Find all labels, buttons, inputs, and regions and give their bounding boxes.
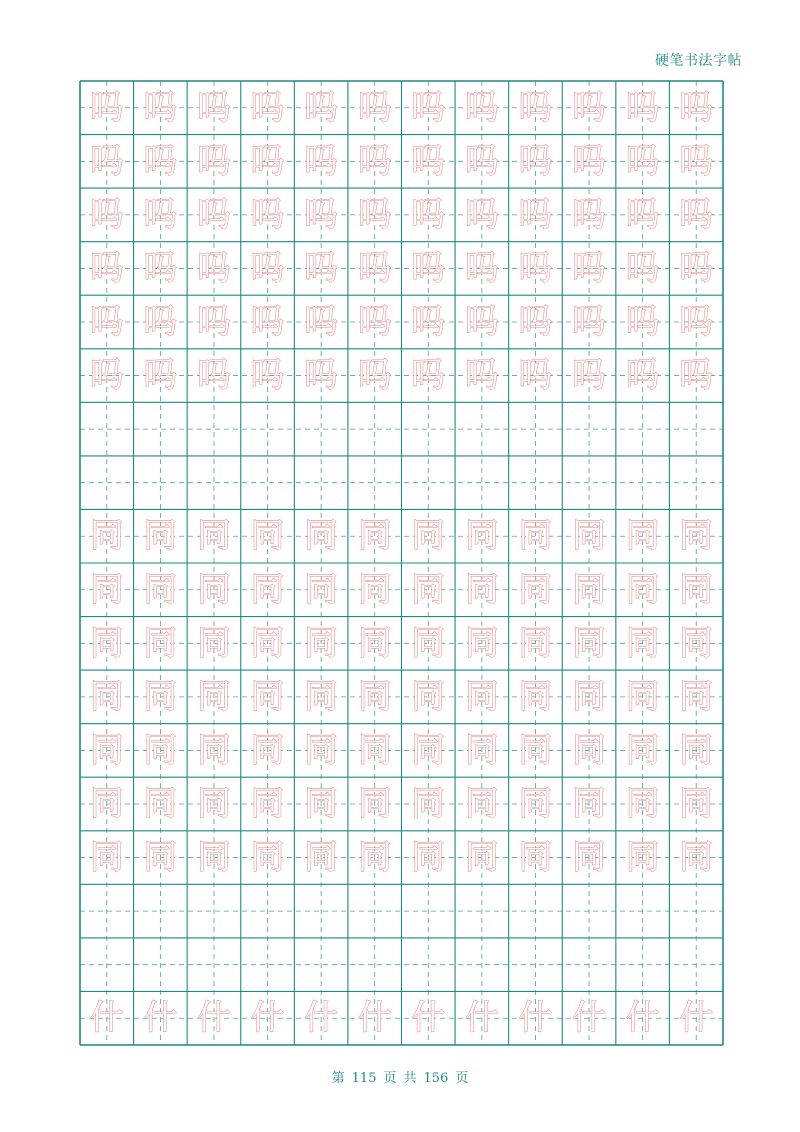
trace-char: 同 [250, 516, 285, 557]
trace-char: 吗 [572, 141, 607, 182]
trace-char: 同 [464, 837, 499, 878]
trace-char: 同 [89, 784, 124, 824]
trace-char: 同 [357, 623, 392, 664]
trace-char: 同 [625, 784, 660, 824]
trace-char: 吗 [572, 248, 607, 289]
trace-char: 吗 [304, 355, 339, 396]
trace-char: 同 [679, 784, 714, 824]
trace-char: 吗 [625, 248, 660, 289]
trace-char: 吗 [196, 194, 231, 235]
trace-char: 吗 [250, 355, 285, 396]
trace-char: 吗 [411, 355, 446, 396]
trace-char: 同 [572, 837, 607, 878]
trace-char: 同 [196, 837, 231, 878]
trace-char: 吗 [464, 87, 499, 128]
trace-char: 吗 [572, 87, 607, 128]
trace-char: 吗 [89, 302, 124, 342]
trace-char: 吗 [304, 302, 339, 342]
trace-char: 吗 [196, 302, 231, 342]
trace-char: 吗 [304, 248, 339, 289]
trace-char: 吗 [357, 248, 392, 289]
trace-char: 同 [518, 569, 553, 610]
footer-total-word: 页 [455, 1071, 469, 1086]
trace-char: 同 [143, 569, 178, 610]
trace-char: 同 [411, 837, 446, 878]
trace-char: 同 [250, 623, 285, 664]
trace-char: 同 [464, 569, 499, 610]
trace-char: 同 [196, 569, 231, 610]
trace-char: 吗 [196, 141, 231, 182]
grid-svg [80, 81, 723, 1045]
trace-char: 同 [572, 569, 607, 610]
trace-char: 吗 [464, 194, 499, 235]
trace-char: 同 [143, 676, 178, 717]
trace-char: 同 [518, 784, 553, 824]
header-title: 硬笔书法字帖 [655, 53, 742, 69]
trace-char: 同 [411, 676, 446, 717]
trace-char: 同 [89, 837, 124, 878]
trace-char: 同 [89, 676, 124, 717]
trace-char: 吗 [143, 141, 178, 182]
trace-char: 吗 [143, 248, 178, 289]
trace-char: 同 [143, 516, 178, 557]
trace-char: 吗 [89, 87, 124, 128]
trace-char: 吗 [625, 355, 660, 396]
footer-total-pages: 156 [423, 1071, 449, 1086]
trace-char: 同 [518, 516, 553, 557]
trace-char: 同 [304, 623, 339, 664]
trace-char: 同 [250, 676, 285, 717]
trace-char: 同 [250, 784, 285, 824]
trace-char: 同 [304, 516, 339, 557]
trace-char: 同 [625, 516, 660, 557]
trace-char: 吗 [89, 194, 124, 235]
trace-char: 同 [304, 784, 339, 824]
page-footer [0, 1067, 800, 1086]
trace-char: 吗 [143, 355, 178, 396]
trace-char: 什 [357, 998, 392, 1039]
trace-char: 吗 [625, 302, 660, 342]
trace-char: 吗 [572, 194, 607, 235]
trace-char: 吗 [679, 355, 714, 396]
trace-char: 同 [679, 837, 714, 878]
trace-char: 同 [625, 569, 660, 610]
trace-char: 同 [625, 676, 660, 717]
trace-char: 同 [572, 516, 607, 557]
trace-char: 同 [411, 569, 446, 610]
footer-page-number: 115 [351, 1071, 377, 1086]
trace-char: 同 [196, 516, 231, 557]
trace-char: 同 [89, 730, 124, 771]
trace-char: 吗 [357, 355, 392, 396]
trace-char: 同 [304, 837, 339, 878]
trace-char: 同 [304, 676, 339, 717]
trace-char: 吗 [518, 355, 553, 396]
trace-char: 同 [518, 676, 553, 717]
trace-char: 吗 [679, 302, 714, 342]
trace-char: 吗 [357, 141, 392, 182]
trace-char: 吗 [464, 355, 499, 396]
trace-char: 什 [411, 998, 446, 1039]
trace-char: 同 [518, 730, 553, 771]
trace-char: 吗 [625, 194, 660, 235]
footer-page-prefix: 第 [331, 1071, 345, 1086]
trace-char: 同 [250, 837, 285, 878]
trace-char: 同 [679, 676, 714, 717]
trace-char: 吗 [464, 302, 499, 342]
trace-char: 吗 [250, 87, 285, 128]
trace-char: 同 [357, 569, 392, 610]
trace-char: 吗 [89, 355, 124, 396]
trace-char: 吗 [250, 194, 285, 235]
trace-char: 同 [625, 623, 660, 664]
trace-char: 吗 [518, 302, 553, 342]
trace-char: 吗 [679, 87, 714, 128]
trace-char: 吗 [518, 87, 553, 128]
trace-char: 什 [625, 998, 660, 1039]
trace-char: 同 [89, 623, 124, 664]
trace-char: 吗 [143, 302, 178, 342]
tianzige-grid [80, 81, 723, 1045]
footer-total-prefix: 共 [403, 1071, 417, 1086]
trace-char: 同 [304, 569, 339, 610]
trace-char: 吗 [196, 248, 231, 289]
trace-char: 吗 [411, 302, 446, 342]
trace-char: 同 [679, 569, 714, 610]
trace-char: 同 [572, 623, 607, 664]
trace-char: 同 [464, 623, 499, 664]
trace-char: 吗 [411, 248, 446, 289]
trace-char: 同 [143, 837, 178, 878]
trace-char: 吗 [357, 302, 392, 342]
trace-char: 同 [411, 730, 446, 771]
trace-char: 同 [196, 623, 231, 664]
trace-char: 同 [679, 516, 714, 557]
trace-char: 同 [464, 676, 499, 717]
trace-char: 同 [411, 516, 446, 557]
trace-char: 同 [357, 784, 392, 824]
trace-char: 吗 [518, 141, 553, 182]
trace-char: 同 [572, 784, 607, 824]
trace-char: 同 [357, 516, 392, 557]
trace-char: 同 [572, 730, 607, 771]
trace-char: 同 [357, 676, 392, 717]
trace-char: 吗 [143, 87, 178, 128]
trace-char: 同 [572, 676, 607, 717]
trace-char: 同 [89, 569, 124, 610]
trace-char: 吗 [679, 194, 714, 235]
trace-char: 吗 [572, 355, 607, 396]
trace-char: 什 [679, 998, 714, 1039]
trace-char: 同 [679, 623, 714, 664]
trace-char: 吗 [143, 194, 178, 235]
trace-char: 吗 [518, 194, 553, 235]
trace-char: 吗 [464, 248, 499, 289]
trace-char: 同 [143, 730, 178, 771]
trace-char: 同 [679, 730, 714, 771]
trace-char: 同 [464, 730, 499, 771]
trace-char: 吗 [625, 141, 660, 182]
trace-char: 同 [143, 784, 178, 824]
trace-char: 吗 [411, 194, 446, 235]
trace-char: 同 [143, 623, 178, 664]
trace-char: 同 [250, 730, 285, 771]
trace-char: 吗 [572, 302, 607, 342]
trace-char: 同 [357, 730, 392, 771]
trace-char: 吗 [304, 87, 339, 128]
trace-char: 什 [304, 998, 339, 1039]
trace-char: 同 [196, 730, 231, 771]
trace-char: 吗 [411, 141, 446, 182]
trace-char: 吗 [679, 141, 714, 182]
trace-char: 什 [89, 998, 124, 1039]
trace-char: 同 [464, 516, 499, 557]
trace-char: 同 [518, 623, 553, 664]
trace-char: 同 [411, 784, 446, 824]
trace-char: 同 [304, 730, 339, 771]
trace-char: 同 [196, 676, 231, 717]
trace-char: 吗 [679, 248, 714, 289]
trace-char: 吗 [196, 355, 231, 396]
trace-char: 吗 [518, 248, 553, 289]
footer-page-word: 页 [383, 1071, 397, 1086]
trace-char: 同 [411, 623, 446, 664]
trace-char: 吗 [464, 141, 499, 182]
trace-char: 什 [143, 998, 178, 1039]
trace-char: 什 [250, 998, 285, 1039]
trace-char: 同 [625, 837, 660, 878]
trace-char: 什 [572, 998, 607, 1039]
trace-char: 吗 [196, 87, 231, 128]
trace-char: 吗 [250, 302, 285, 342]
trace-char: 同 [250, 569, 285, 610]
trace-char: 吗 [304, 194, 339, 235]
trace-char: 吗 [625, 87, 660, 128]
trace-char: 吗 [250, 141, 285, 182]
trace-char: 吗 [250, 248, 285, 289]
trace-char: 吗 [304, 141, 339, 182]
trace-char: 吗 [357, 87, 392, 128]
trace-char: 同 [625, 730, 660, 771]
trace-char: 同 [357, 837, 392, 878]
trace-char: 吗 [89, 248, 124, 289]
trace-char: 吗 [411, 87, 446, 128]
trace-char: 吗 [89, 141, 124, 182]
trace-char: 同 [196, 784, 231, 824]
trace-char: 同 [464, 784, 499, 824]
trace-char: 什 [196, 998, 231, 1039]
trace-char: 同 [89, 516, 124, 557]
trace-char: 吗 [357, 194, 392, 235]
trace-char: 什 [518, 998, 553, 1039]
trace-char: 同 [518, 837, 553, 878]
trace-char: 什 [464, 998, 499, 1039]
